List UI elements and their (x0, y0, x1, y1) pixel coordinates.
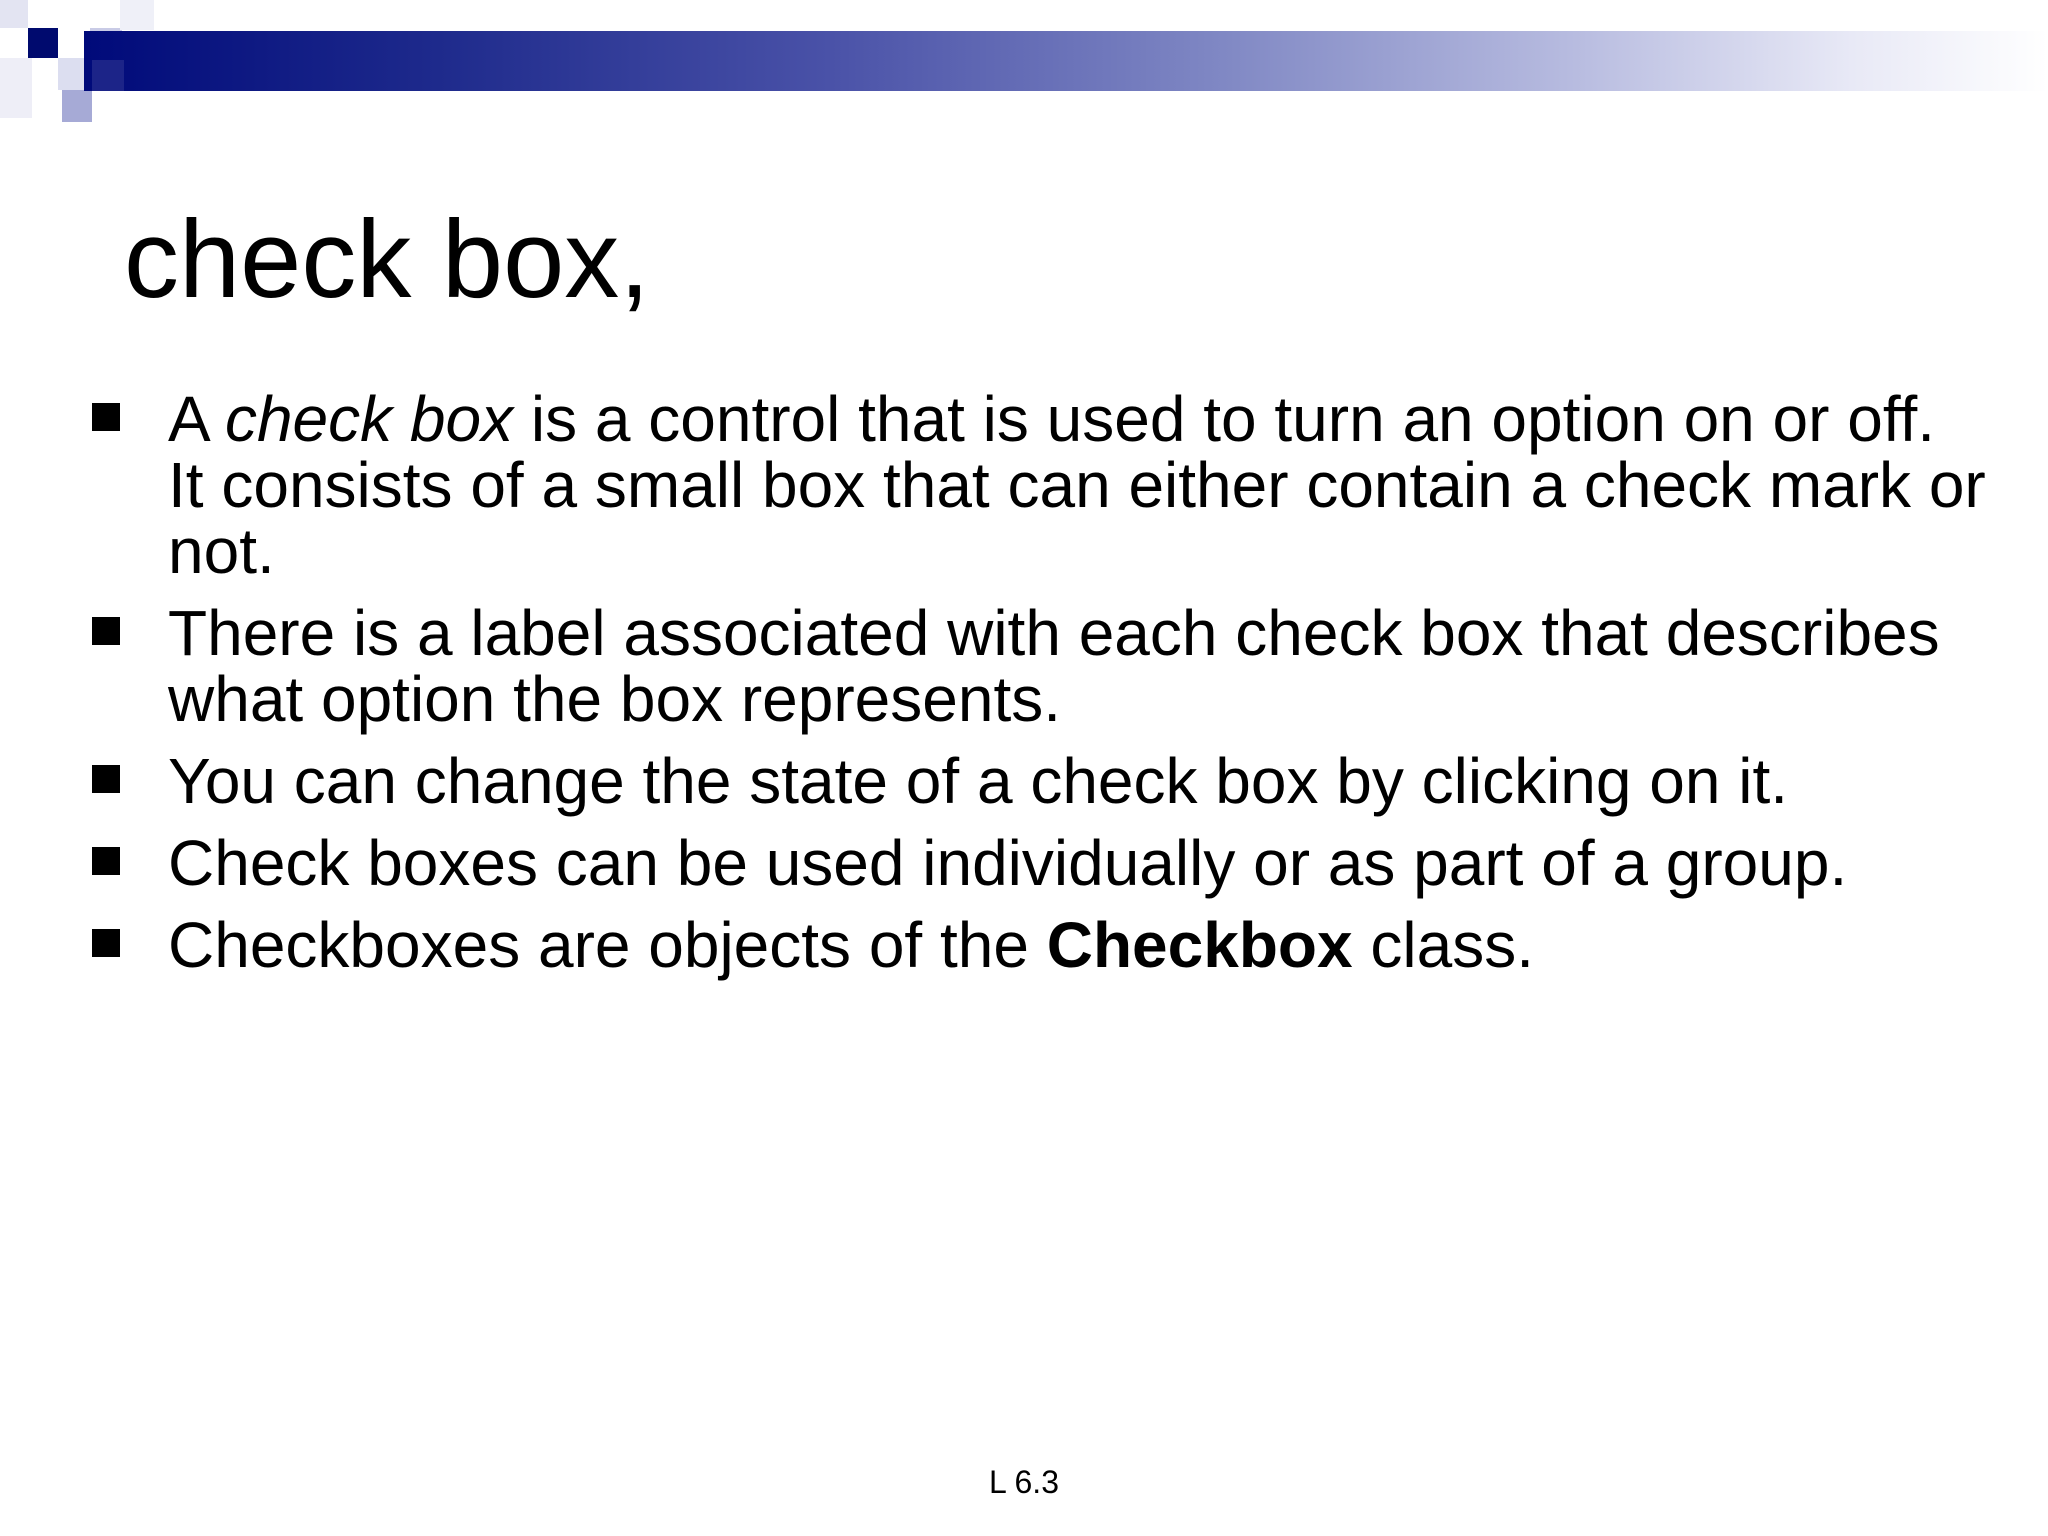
bullet-text-post: class. (1352, 909, 1534, 981)
header-decor-square (0, 0, 28, 28)
bullet-list (92, 383, 1992, 994)
slide-footer-label: L 6.3 (989, 1464, 1059, 1500)
bullet-item (92, 597, 1988, 735)
bullet-text-strong: Checkbox (1046, 909, 1353, 981)
header-decor-square (0, 58, 32, 118)
square-bullet-icon (92, 617, 120, 645)
bullet-text: Check boxes can be used individually or as part of a group. (168, 827, 1848, 899)
square-bullet-icon (92, 765, 120, 793)
bullet-item (92, 909, 1988, 981)
slide-title: check box, (124, 198, 650, 321)
bullet-text-pre: A (168, 383, 225, 455)
header-decor-square (92, 60, 124, 91)
square-bullet-icon (92, 929, 120, 957)
header-decor-square (62, 90, 92, 122)
bullet-text-post: is a control that is used to turn an option on or off. It consists of a small box that can either contain a check mark or not. (168, 383, 1986, 587)
bullet-text: There is a label associated with each check box that describes what option the box represents. (168, 597, 1940, 735)
square-bullet-icon (92, 403, 120, 431)
bullet-item (92, 827, 1988, 899)
bullet-text-pre: Checkboxes are objects of the (168, 909, 1047, 981)
bullet-text: You can change the state of a check box by clicking on it. (168, 745, 1788, 817)
square-bullet-icon (92, 847, 120, 875)
header-decor-square (120, 0, 154, 30)
bullet-item (92, 745, 1988, 817)
header-gradient-band (84, 31, 2048, 91)
header-decor-square (28, 28, 58, 58)
bullet-text-emphasis: check box (224, 383, 514, 455)
bullet-item (92, 383, 1988, 587)
